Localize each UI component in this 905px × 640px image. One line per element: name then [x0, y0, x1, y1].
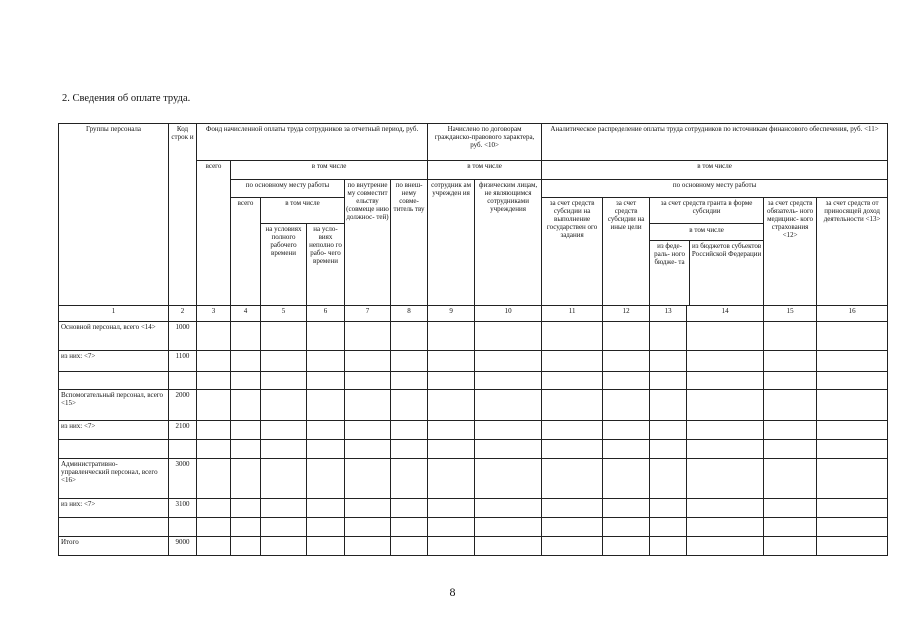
table-row: [59, 537, 888, 556]
data-cell: [391, 372, 428, 390]
data-cell: [542, 440, 603, 459]
data-cell: [475, 459, 542, 499]
data-cell: [650, 518, 687, 537]
data-cell: [428, 351, 475, 372]
section-heading: 2. Сведения об оплате труда.: [62, 93, 191, 104]
col-num: 3: [197, 306, 231, 322]
table-row: [59, 322, 888, 351]
data-cell: [345, 518, 391, 537]
data-cell: [345, 322, 391, 351]
data-cell: [231, 390, 261, 421]
data-cell: [817, 440, 888, 459]
header-grant-breakdown: [650, 224, 764, 306]
data-cell: [428, 390, 475, 421]
data-cell: [261, 421, 307, 440]
data-cell: [764, 537, 817, 556]
data-cell: [231, 459, 261, 499]
row-code: 1100: [169, 351, 197, 372]
header-fund: Фонд начисленной оплаты труда сотрудников за отчетный период, руб.: [197, 124, 428, 161]
data-cell: [650, 459, 687, 499]
row-label: Итого: [59, 537, 169, 556]
data-cell: [542, 459, 603, 499]
table-row: [59, 459, 888, 499]
data-cell: [197, 390, 231, 421]
data-cell: [428, 537, 475, 556]
col-num: 5: [261, 306, 307, 322]
data-cell: [817, 421, 888, 440]
data-cell: [650, 499, 687, 518]
header-grant-incl: в том числе: [650, 224, 763, 241]
header-main-total: всего: [231, 198, 261, 306]
data-cell: [345, 351, 391, 372]
data-cell: [603, 518, 650, 537]
data-cell: [603, 351, 650, 372]
data-cell: [687, 537, 764, 556]
data-cell: [428, 440, 475, 459]
header-internal: по внутрение му совместит ельству (совмеще нию должнос- тей): [345, 180, 391, 306]
table-row: [59, 499, 888, 518]
row-code: 2000: [169, 390, 197, 421]
data-cell: [428, 459, 475, 499]
table-body: [59, 306, 888, 556]
data-cell: [687, 351, 764, 372]
col-num: 4: [231, 306, 261, 322]
data-cell: [197, 421, 231, 440]
row-code: [169, 372, 197, 390]
header-external: по внеш- нему совме- титель тву: [391, 180, 428, 306]
header-employees: сотрудник ам учрежден ия: [428, 180, 475, 306]
data-cell: [764, 518, 817, 537]
data-cell: [391, 459, 428, 499]
header-incl-contracts: в том числе: [428, 161, 542, 180]
data-cell: [345, 459, 391, 499]
data-cell: [391, 421, 428, 440]
data-cell: [650, 372, 687, 390]
row-label: [59, 518, 169, 537]
col-num: 10: [475, 306, 542, 322]
data-cell: [391, 322, 428, 351]
data-cell: [650, 351, 687, 372]
data-cell: [764, 421, 817, 440]
row-code: 1000: [169, 322, 197, 351]
row-label: [59, 372, 169, 390]
data-cell: [817, 518, 888, 537]
data-cell: [307, 537, 345, 556]
header-incl-analytic: в том числе: [542, 161, 888, 180]
data-cell: [307, 421, 345, 440]
data-cell: [650, 537, 687, 556]
data-cell: [650, 440, 687, 459]
data-cell: [345, 372, 391, 390]
data-cell: [687, 499, 764, 518]
data-cell: [687, 421, 764, 440]
col-num: 13: [650, 306, 687, 322]
data-cell: [764, 390, 817, 421]
data-cell: [687, 322, 764, 351]
data-cell: [261, 459, 307, 499]
header-main-place-analytic: по основному месту работы: [542, 180, 888, 198]
data-cell: [391, 390, 428, 421]
data-cell: [475, 322, 542, 351]
data-cell: [345, 421, 391, 440]
header-code: Код строк и: [169, 124, 197, 306]
data-cell: [231, 421, 261, 440]
data-cell: [345, 499, 391, 518]
row-code: [169, 440, 197, 459]
data-cell: [307, 459, 345, 499]
row-label: из них: <7>: [59, 499, 169, 518]
data-cell: [197, 459, 231, 499]
data-cell: [603, 322, 650, 351]
row-label: Административно- управленческий персонал, всего <16>: [59, 459, 169, 499]
data-cell: [261, 537, 307, 556]
data-cell: [307, 390, 345, 421]
row-code: 3100: [169, 499, 197, 518]
header-income: за счет средств от приносящей доход деятельности <13>: [817, 198, 888, 306]
col-num: 11: [542, 306, 603, 322]
data-cell: [428, 372, 475, 390]
data-cell: [428, 499, 475, 518]
data-cell: [475, 518, 542, 537]
header-fed-budget: из феде- раль- ного бюдже- та: [650, 241, 690, 305]
table-row: [59, 518, 888, 537]
data-cell: [764, 499, 817, 518]
table-row: [59, 390, 888, 421]
col-num: 2: [169, 306, 197, 322]
column-number-row: [59, 306, 888, 322]
data-cell: [391, 518, 428, 537]
data-cell: [197, 440, 231, 459]
data-cell: [197, 537, 231, 556]
data-cell: [197, 372, 231, 390]
header-total: всего: [197, 161, 231, 306]
data-cell: [307, 440, 345, 459]
data-cell: [542, 537, 603, 556]
data-cell: [307, 351, 345, 372]
data-cell: [764, 351, 817, 372]
data-cell: [817, 499, 888, 518]
row-label: из них: <7>: [59, 351, 169, 372]
data-cell: [345, 537, 391, 556]
data-cell: [391, 440, 428, 459]
data-cell: [231, 351, 261, 372]
row-label: из них: <7>: [59, 421, 169, 440]
col-num: 16: [817, 306, 888, 322]
data-cell: [542, 322, 603, 351]
data-cell: [475, 351, 542, 372]
data-cell: [475, 421, 542, 440]
data-cell: [261, 440, 307, 459]
data-cell: [428, 421, 475, 440]
data-cell: [307, 372, 345, 390]
table-row: [59, 421, 888, 440]
data-cell: [475, 372, 542, 390]
header-grant: за счет средств гранта в форме субсидии: [650, 198, 764, 224]
data-cell: [307, 499, 345, 518]
data-cell: [817, 537, 888, 556]
data-cell: [345, 440, 391, 459]
col-num: 12: [603, 306, 650, 322]
data-cell: [307, 322, 345, 351]
table-header: [59, 124, 888, 306]
data-cell: [603, 372, 650, 390]
data-cell: [391, 351, 428, 372]
row-label: [59, 440, 169, 459]
data-cell: [542, 518, 603, 537]
data-cell: [650, 390, 687, 421]
data-cell: [542, 421, 603, 440]
data-cell: [687, 518, 764, 537]
col-num: 7: [345, 306, 391, 322]
data-cell: [817, 390, 888, 421]
data-cell: [817, 372, 888, 390]
data-cell: [764, 440, 817, 459]
data-cell: [428, 518, 475, 537]
table-row: [59, 372, 888, 390]
header-full-time: на условиях полного рабочего времени: [261, 224, 307, 306]
table-row: [59, 440, 888, 459]
data-cell: [650, 322, 687, 351]
header-oms: за счет средств обязатель- ного медицинс- кого страхования <12>: [764, 198, 817, 306]
col-num: 15: [764, 306, 817, 322]
data-cell: [197, 351, 231, 372]
header-part-time: на усло- виях неполно го рабо- чего времени: [307, 224, 345, 306]
payroll-table: [58, 123, 888, 556]
data-cell: [475, 537, 542, 556]
data-cell: [687, 372, 764, 390]
data-cell: [261, 351, 307, 372]
data-cell: [391, 499, 428, 518]
data-cell: [817, 459, 888, 499]
header-analytic: Аналитическое распределение оплаты труда сотрудников по источникам финансового обеспечения, руб. <11>: [542, 124, 888, 161]
col-num: 6: [307, 306, 345, 322]
data-cell: [817, 351, 888, 372]
data-cell: [345, 390, 391, 421]
row-code: 9000: [169, 537, 197, 556]
header-region-budget: из бюджетов субъектов Российской Федерации: [691, 242, 762, 258]
row-label: Вспомогательный персонал, всего <15>: [59, 390, 169, 421]
data-cell: [231, 440, 261, 459]
data-cell: [475, 440, 542, 459]
data-cell: [197, 322, 231, 351]
data-cell: [603, 421, 650, 440]
row-code: [169, 518, 197, 537]
data-cell: [475, 390, 542, 421]
data-cell: [307, 518, 345, 537]
header-main-incl: в том числе: [261, 198, 345, 224]
data-cell: [542, 390, 603, 421]
data-cell: [603, 440, 650, 459]
data-cell: [603, 390, 650, 421]
data-cell: [231, 518, 261, 537]
header-subsidy-other: за счет средств субсидии на иные цели: [603, 198, 650, 306]
data-cell: [231, 372, 261, 390]
table-row: [59, 351, 888, 372]
data-cell: [428, 322, 475, 351]
header-subsidy-state: за счет средств субсидии на выполнение государствен ого задания: [542, 198, 603, 306]
header-contracts: Начислено по договорам гражданско-правового характера, руб. <10>: [428, 124, 542, 161]
data-cell: [603, 459, 650, 499]
row-label: Основной персонал, всего <14>: [59, 322, 169, 351]
col-num: 9: [428, 306, 475, 322]
header-main-place: по основному месту работы: [231, 180, 345, 198]
data-cell: [261, 499, 307, 518]
data-cell: [603, 537, 650, 556]
data-cell: [687, 440, 764, 459]
data-cell: [391, 537, 428, 556]
data-cell: [197, 518, 231, 537]
data-cell: [261, 390, 307, 421]
row-code: 3000: [169, 459, 197, 499]
header-individuals: физическим лицам, не являющимся сотрудниками учреждения: [475, 180, 542, 306]
col-num: 1: [59, 306, 169, 322]
data-cell: [261, 372, 307, 390]
data-cell: [650, 421, 687, 440]
row-code: 2100: [169, 421, 197, 440]
header-groups: Группы персонала: [59, 124, 169, 306]
page-number: 8: [449, 585, 456, 599]
data-cell: [475, 499, 542, 518]
data-cell: [231, 322, 261, 351]
data-cell: [764, 322, 817, 351]
data-cell: [197, 499, 231, 518]
data-cell: [687, 390, 764, 421]
data-cell: [261, 518, 307, 537]
data-cell: [817, 322, 888, 351]
data-cell: [687, 459, 764, 499]
data-cell: [542, 351, 603, 372]
col-num: 14: [687, 306, 764, 322]
data-cell: [603, 499, 650, 518]
header-incl-fund: в том числе: [231, 161, 428, 180]
data-cell: [231, 499, 261, 518]
col-num: 8: [391, 306, 428, 322]
data-cell: [764, 372, 817, 390]
data-cell: [231, 537, 261, 556]
data-cell: [542, 372, 603, 390]
data-cell: [542, 499, 603, 518]
data-cell: [764, 459, 817, 499]
data-cell: [261, 322, 307, 351]
header-grant-sources: [650, 241, 763, 305]
